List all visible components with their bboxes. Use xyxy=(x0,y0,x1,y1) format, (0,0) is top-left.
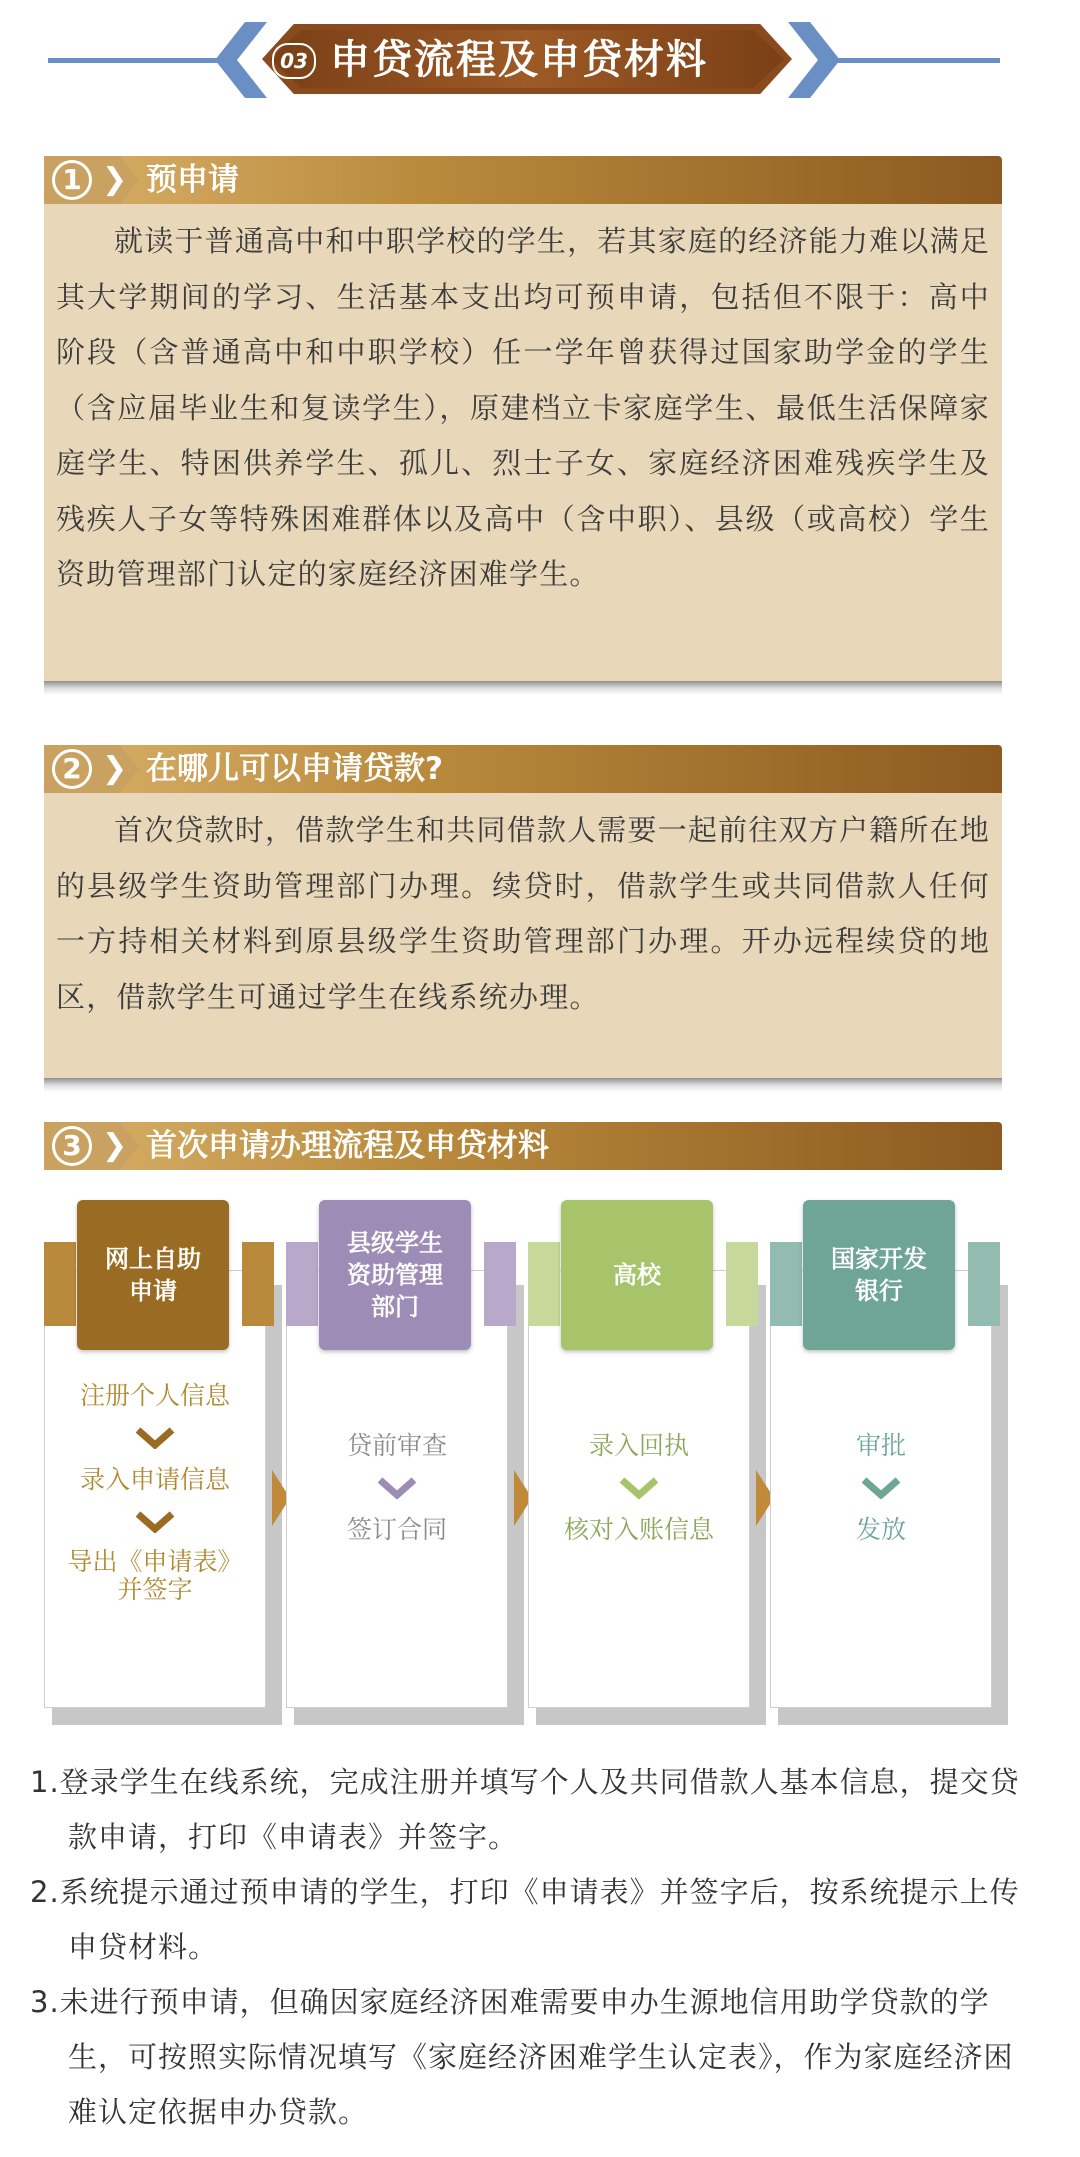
page-title: 申贷流程及申贷材料 xyxy=(330,37,708,83)
flow-step: 注册个人信息 xyxy=(79,1381,230,1410)
chevron-right-icon: ❯ xyxy=(102,1128,128,1163)
card-steps xyxy=(44,1380,266,1604)
card-header xyxy=(561,1200,713,1350)
card-header-text: 高校 xyxy=(613,1261,661,1289)
card-header-text: 网上自助 申请 xyxy=(105,1245,201,1305)
card-wing-left xyxy=(286,1242,318,1326)
chevron-down-icon xyxy=(528,1462,750,1514)
panel-shadow xyxy=(44,681,1002,695)
section-2-header xyxy=(44,745,1002,793)
flow-step: 签订合同 xyxy=(346,1515,447,1544)
card-wing-right xyxy=(726,1242,758,1326)
card-wing-left xyxy=(770,1242,802,1326)
banner-line-left xyxy=(48,58,233,63)
card-wing-right xyxy=(484,1242,516,1326)
panel-shadow xyxy=(44,1078,1002,1092)
flow-card-online-apply xyxy=(44,1200,272,1720)
section-number: 3 xyxy=(52,1126,92,1166)
list-item: 2.系统提示通过预申请的学生，打印《申请表》并签字后，按系统提示上传申贷材料。 xyxy=(30,1875,1020,1964)
card-header-text: 县级学生 资助管理 部门 xyxy=(347,1229,443,1321)
list-item: 1.登录学生在线系统，完成注册并填写个人及共同借款人基本信息，提交贷款申请，打印《申请表》并签字。 xyxy=(30,1765,1020,1854)
flow-step: 审批 xyxy=(855,1431,906,1460)
flow-step: 导出《申请表》 并签字 xyxy=(67,1547,243,1604)
chevron-right-icon: ❯ xyxy=(102,162,128,197)
section-3-header xyxy=(44,1122,1002,1170)
card-header xyxy=(77,1200,229,1350)
section-1-header xyxy=(44,156,1002,204)
section-title: 在哪儿可以申请贷款? xyxy=(146,751,443,787)
flow-step: 发放 xyxy=(855,1515,906,1544)
card-header-text: 国家开发 银行 xyxy=(831,1245,927,1305)
flow-step: 录入申请信息 xyxy=(79,1465,230,1494)
flow-step: 贷前审查 xyxy=(346,1431,447,1460)
process-flow xyxy=(44,1200,1034,1720)
section-2-panel xyxy=(44,793,1002,1078)
section-number: 1 xyxy=(52,160,92,200)
section-number: 2 xyxy=(52,749,92,789)
card-wing-right xyxy=(242,1242,274,1326)
section-2-paragraph: 首次贷款时，借款学生和共同借款人需要一起前往双方户籍所在地的县级学生资助管理部门办理。续贷时，借款学生或共同借款人任何一方持相关材料到原县级学生资助管理部门办理。开办远程续贷的地区，借款学生可通过学生在线系统办理。 xyxy=(56,813,990,1014)
chevron-down-icon xyxy=(286,1462,508,1514)
card-wing-left xyxy=(44,1242,76,1326)
flow-card-university xyxy=(528,1200,756,1720)
banner-number: 03 xyxy=(272,43,316,79)
list-item: 3.未进行预申请，但确因家庭经济困难需要申办生源地信用助学贷款的学生，可按照实际情况填写《家庭经济困难学生认定表》，作为家庭经济困难认定依据申办贷款。 xyxy=(30,1985,1014,2129)
chevron-down-icon xyxy=(44,1412,266,1464)
card-wing-left xyxy=(528,1242,560,1326)
card-steps xyxy=(528,1430,750,1546)
card-steps xyxy=(286,1430,508,1546)
flow-card-development-bank xyxy=(770,1200,998,1720)
banner-line-right xyxy=(820,58,1000,63)
page-banner xyxy=(0,0,1080,125)
notes-list xyxy=(30,1755,1020,2140)
flow-card-county-office xyxy=(286,1200,514,1720)
section-1-paragraph: 就读于普通高中和中职学校的学生，若其家庭的经济能力难以满足其大学期间的学习、生活基本支出均可预申请，包括但不限于：高中阶段（含普通高中和中职学校）任一学年曾获得过国家助学金的学生（含应届毕业生和复读学生），原建档立卡家庭学生、最低生活保障家庭学生、特困供养学生、孤儿、烈士子女、家庭经济困难残疾学生及残疾人子女等特殊困难群体以及高中（含中职）、县级（或高校）学生资助管理部门认定的家庭经济困难学生。 xyxy=(56,224,990,591)
chevron-right-icon: ❯ xyxy=(102,751,128,786)
card-wing-right xyxy=(968,1242,1000,1326)
card-header xyxy=(319,1200,471,1350)
chevron-down-icon xyxy=(770,1462,992,1514)
chevron-down-icon xyxy=(44,1496,266,1548)
section-1-panel xyxy=(44,204,1002,681)
section-title: 首次申请办理流程及申贷材料 xyxy=(146,1128,549,1164)
flow-step: 录入回执 xyxy=(588,1431,689,1460)
section-title: 预申请 xyxy=(146,162,239,198)
card-steps xyxy=(770,1430,992,1546)
card-header xyxy=(803,1200,955,1350)
flow-step: 核对入账信息 xyxy=(563,1515,714,1544)
